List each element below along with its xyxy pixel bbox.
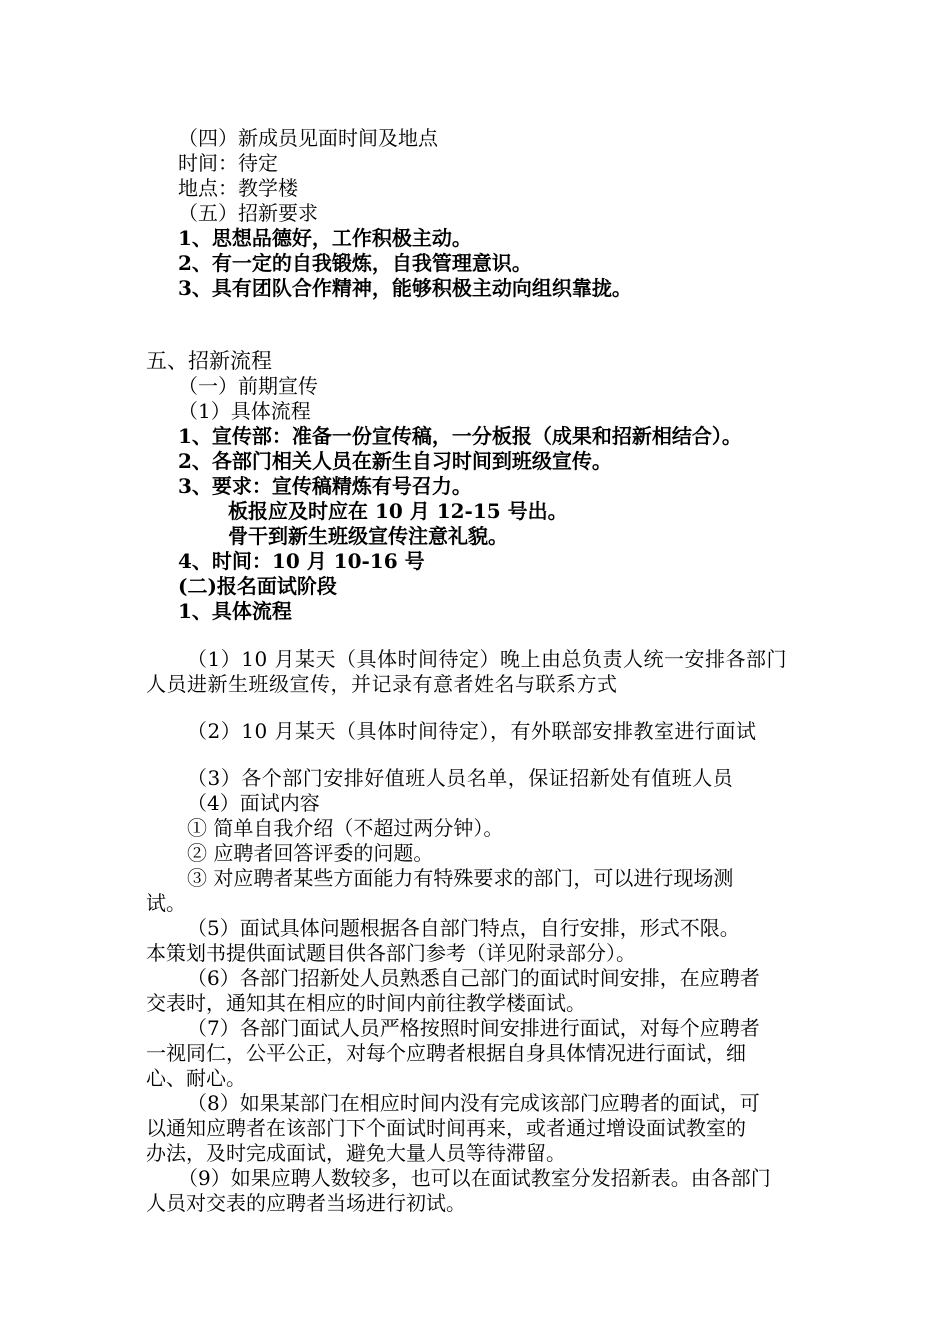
paragraph-5-cont: 本策划书提供面试题目供各部门参考（详见附录部分）。 bbox=[146, 941, 636, 965]
section-title: 五、招新流程 bbox=[146, 349, 272, 373]
paragraph-7: （7）各部门面试人员严格按照时间安排进行面试，对每个应聘者 bbox=[187, 1016, 760, 1040]
paragraph-4: （4）面试内容 bbox=[187, 791, 320, 815]
part1-heading: （一）前期宣传 bbox=[178, 374, 318, 398]
part1-subheading: （1）具体流程 bbox=[178, 399, 311, 423]
requirements-heading: （五）招新要求 bbox=[178, 201, 318, 225]
publicity-item: 骨干到新生班级宣传注意礼貌。 bbox=[228, 524, 508, 548]
paragraph-6-cont: 交表时，通知其在相应的时间内前往教学楼面试。 bbox=[146, 991, 586, 1015]
paragraph-2: （2）10 月某天（具体时间待定），有外联部安排教室进行面试 bbox=[187, 719, 757, 743]
meeting-heading: （四）新成员见面时间及地点 bbox=[178, 126, 438, 150]
publicity-item: 4、时间：10 月 10-16 号 bbox=[178, 549, 425, 573]
paragraph-5: （5）面试具体问题根据各自部门特点，自行安排，形式不限。 bbox=[187, 916, 740, 940]
paragraph-9-cont: 人员对交表的应聘者当场进行初试。 bbox=[146, 1191, 466, 1215]
requirement-item: 3、具有团队合作精神，能够积极主动向组织靠拢。 bbox=[178, 276, 632, 300]
paragraph-1: （1）10 月某天（具体时间待定）晚上由总负责人统一安排各部门 bbox=[187, 647, 788, 671]
meeting-time: 时间：待定 bbox=[178, 151, 278, 175]
publicity-item: 1、宣传部：准备一份宣传稿，一分板报（成果和招新相结合）。 bbox=[178, 424, 742, 448]
requirement-item: 1、思想品德好，工作积极主动。 bbox=[178, 226, 472, 250]
paragraph-6: （6）各部门招新处人员熟悉自己部门的面试时间安排，在应聘者 bbox=[187, 966, 760, 990]
paragraph-3: （3）各个部门安排好值班人员名单，保证招新处有值班人员 bbox=[187, 766, 734, 790]
paragraph-8-cont: 办法，及时完成面试，避免大量人员等待滞留。 bbox=[146, 1141, 566, 1165]
interview-item-cont: 试。 bbox=[146, 891, 186, 915]
interview-item: ② 应聘者回答评委的问题。 bbox=[187, 841, 434, 865]
meeting-place: 地点：教学楼 bbox=[178, 176, 298, 200]
paragraph-9: （9）如果应聘人数较多，也可以在面试教室分发招新表。由各部门 bbox=[178, 1166, 771, 1190]
publicity-item: 板报应及时应在 10 月 12-15 号出。 bbox=[228, 499, 568, 523]
requirement-item: 2、有一定的自我锻炼，自我管理意识。 bbox=[178, 251, 532, 275]
paragraph-7-cont: 一视同仁，公平公正，对每个应聘者根据自身具体情况进行面试，细 bbox=[146, 1041, 746, 1065]
paragraph-8: （8）如果某部门在相应时间内没有完成该部门应聘者的面试，可 bbox=[187, 1091, 760, 1115]
interview-item: ③ 对应聘者某些方面能力有特殊要求的部门，可以进行现场测 bbox=[187, 866, 734, 890]
interview-item: ① 简单自我介绍（不超过两分钟）。 bbox=[187, 816, 504, 840]
paragraph-8-cont: 以通知应聘者在该部门下个面试时间再来，或者通过增设面试教室的 bbox=[146, 1116, 746, 1140]
publicity-item: 3、要求：宣传稿精炼有号召力。 bbox=[178, 474, 472, 498]
paragraph-7-cont: 心、耐心。 bbox=[146, 1066, 246, 1090]
paragraph-1-cont: 人员进新生班级宣传，并记录有意者姓名与联系方式 bbox=[146, 672, 618, 696]
publicity-item: 2、各部门相关人员在新生自习时间到班级宣传。 bbox=[178, 449, 612, 473]
part2-subheading: 1、具体流程 bbox=[178, 599, 292, 623]
part2-heading: (二)报名面试阶段 bbox=[178, 574, 337, 598]
